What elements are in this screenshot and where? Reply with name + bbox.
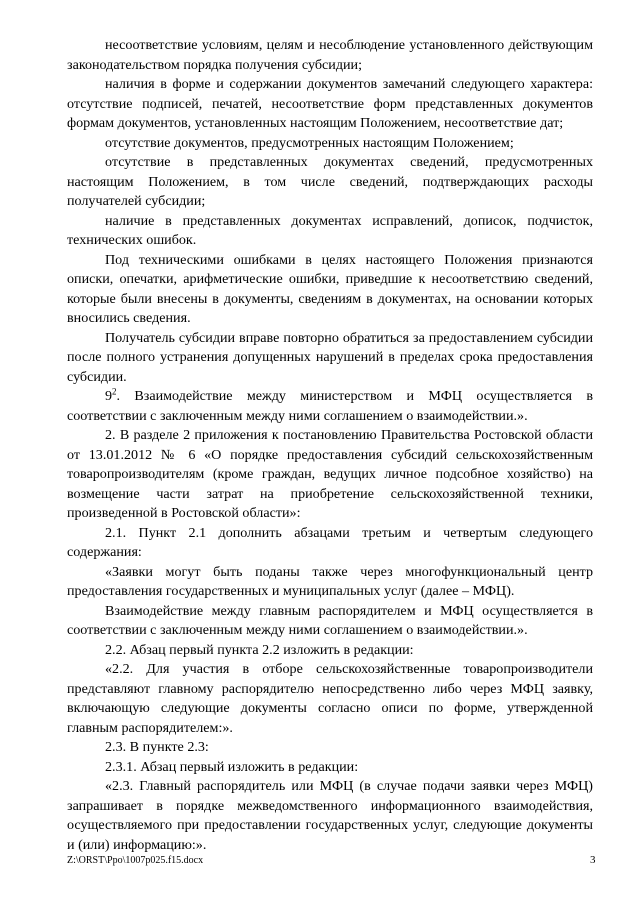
paragraph: наличия в форме и содержании документов замечаний следующего характера: отсутствие подписей, печатей, несоответствие форм представленных документов формам документов, установленных настоящим Положением, несоответствие дат;	[67, 76, 593, 131]
paragraph: «2.3. Главный распорядитель или МФЦ (в случае подачи заявки через МФЦ) запрашивает в порядке межведомственного информационного взаимодействия, осуществляемого при предоставлении государственных услуг, следующие документы и (или) информацию:».	[67, 778, 593, 853]
paragraph: отсутствие в представленных документах сведений, предусмотренных настоящим Положением, в том числе сведений, подтверждающих расходы получателей субсидии;	[67, 154, 593, 209]
paragraph-number-superscript: 2	[112, 386, 117, 397]
paragraph: несоответствие условиям, целям и несоблюдение установленного действующим законодательством порядка получения субсидии;	[67, 37, 593, 73]
paragraph: 2.3. В пункте 2.3:	[105, 739, 209, 755]
paragraph: 2.2. Абзац первый пункта 2.2 изложить в редакции:	[105, 641, 414, 658]
paragraph-number: 9	[105, 388, 113, 404]
page-number: 3	[590, 854, 596, 866]
paragraph: «Заявки могут быть поданы также через многофункциональный центр предоставления государственных и муниципальных услуг (далее – МФЦ).	[67, 563, 593, 599]
paragraph: Взаимодействие между главным распорядителем и МФЦ осуществляется в соответствии с заключенным между ними соглашением о взаимодействии.».	[67, 602, 593, 638]
document-body	[67, 36, 593, 855]
paragraph: Получатель субсидии вправе повторно обратиться за предоставлением субсидии после полного устранения допущенных нарушений в пределах срока предоставления субсидии.	[67, 329, 593, 385]
paragraph: 2. В разделе 2 приложения к постановлению Правительства Ростовской области от 13.01.2012 № 6 «О порядке предоставления субсидий сельскохозяйственным товаропроизводителям (кроме граждан, ведущих личное подсобное хозяйство) на возмещение части затрат на приобретение сельскохозяйственной техники, произведенной в Ростовской области»:	[67, 427, 593, 521]
paragraph: Под техническими ошибками в целях настоящего Положения признаются описки, опечатки, арифметические ошибки, приведшие к несоответствию сведений, которые были внесены в документы, сведениям в документах, на основании которых вносились сведения.	[67, 251, 593, 326]
paragraph-9-2	[67, 387, 593, 426]
paragraph: отсутствие документов, предусмотренных настоящим Положением;	[105, 134, 514, 151]
paragraph: 2.1. Пункт 2.1 дополнить абзацами третьим и четвертым следующего содержания:	[67, 524, 593, 560]
footer-file-path: Z:\ORST\Ppo\1007p025.f15.docx	[67, 855, 204, 866]
paragraph: 2.3.1. Абзац первый изложить в редакции:	[105, 758, 359, 775]
paragraph: «2.2. Для участия в отборе сельскохозяйственные товаропроизводители представляют главному распорядителю непосредственно либо через МФЦ заявку, включающую следующие документы согласно описи по форме, утвержденной главным распорядителем:».	[67, 661, 593, 736]
paragraph: наличие в представленных документах исправлений, дописок, подчисток, технических ошибок.	[67, 212, 593, 248]
paragraph-text: . Взаимодействие между министерством и МФЦ осуществляется в соответствии с заключенным между ними соглашением о взаимодействии.».	[67, 388, 593, 424]
